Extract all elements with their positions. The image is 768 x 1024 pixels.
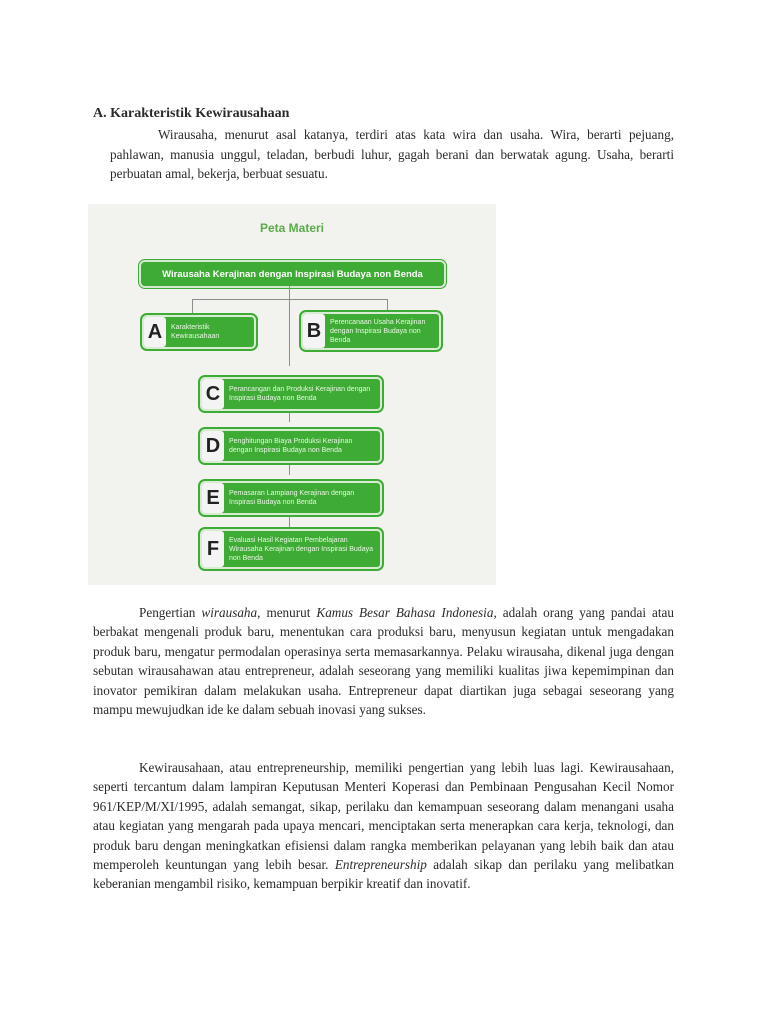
main-topic-box: Wirausaha Kerajinan dengan Inspirasi Budaya non Benda [139,260,446,288]
topic-label: Perancangan dan Produksi Kerajinan dengan Inspirasi Budaya non Benda [229,386,371,402]
topic-label: Pemasaran Lampiang Kerajinan dengan Inspirasi Budaya non Benda [229,490,355,506]
topic-box-e [200,481,382,515]
connector-line [289,300,290,366]
concept-map [88,204,496,585]
topic-letter: C [202,379,224,409]
entrepreneurship-paragraph [93,758,674,894]
section-heading: A. Karakteristik Kewirausahaan [93,106,290,121]
italic-term: Kamus Besar Bahasa Indonesia [316,605,494,620]
concept-map-title: Peta Materi [259,221,325,235]
topic-label: Penghitungan Biaya Produksi Kerajinan dengan Inspirasi Budaya non Benda [229,438,353,454]
topic-box-c [200,377,382,411]
topic-letter: A [144,317,166,347]
topic-letter: B [303,314,325,348]
connector-line [289,517,290,527]
definition-paragraph [93,603,674,719]
topic-letter: F [202,531,224,567]
italic-term: wirausaha [201,605,258,620]
connector-line [289,465,290,475]
text-run: Pengertian [139,605,202,620]
topic-letter: E [202,483,224,513]
connector-line [289,286,290,300]
text-run: adalah sikap dan perilaku yang melibatkan keberanian mengambil risiko, kemampuan berpikir kreatif dan inovatif. [93,857,674,892]
topic-label: Karakteristik Kewirausahaan [171,324,220,340]
italic-term: Entrepreneurship [334,857,427,873]
text-run: , menurut [257,605,317,620]
topic-box-b [301,312,441,350]
topic-box-d [200,429,382,463]
topic-box-a [142,315,256,349]
topic-box-f [200,529,382,569]
connector-line [289,412,290,422]
connector-line [192,299,193,315]
connector-line [192,299,388,300]
topic-label: Evaluasi Hasil Kegiatan Pembelajaran Wirausaha Kerajinan dengan Inspirasi Budaya non Benda [229,536,373,562]
topic-label: Perencanaan Usaha Kerajinan dengan Inspirasi Budaya non Benda [330,318,426,344]
text-run: , adalah orang yang pandai atau berbakat mengenali produk baru, menentukan cara produksi baru, menyusun kegiatan untuk mengadakan produk baru, mengatur permodalan operasinya serta memasarkannya. Pelaku wirausaha, dikenal juga dengan sebutan wirausahawan atau entrepreneur, adalah seseorang yang memiliki kualitas jiwa kepemimpinan dan inovator pemikiran dalam melakukan usaha. Entrepreneur dapat diartikan juga sebagai seseorang yang mampu mewujudkan ide ke dalam sebuah inovasi yang sukses. [93,605,674,718]
text-run: Kewirausahaan, atau entrepreneurship, memiliki pengertian yang lebih luas lagi. Kewirausahaan, seperti tercantum dalam lampiran Keputusan Menteri Koperasi dan Pembinaan Pengusahan Kecil Nomor 961/KEP/M/XI/1995, adalah semangat, sikap, perilaku dan kemampuan seseorang dalam menangani usaha atau kegiatan yang mengarah pada upaya mencari, menciptakan serta menerapkan cara kerja, teknologi, dan produk baru dengan meningkatkan efisiensi dalam rangka memberikan pelayanan yang lebih baik dan atau memperoleh keuntungan yang lebih besar. [93,760,674,873]
intro-paragraph: Wirausaha, menurut asal katanya, terdiri atas kata wira dan usaha. Wira, berarti pejuang, pahlawan, manusia unggul, teladan, berbudi luhur, gagah berani dan berwatak agung. Usaha, berarti perbuatan amal, bekerja, berbuat sesuatu. [110,127,674,181]
topic-letter: D [202,431,224,461]
